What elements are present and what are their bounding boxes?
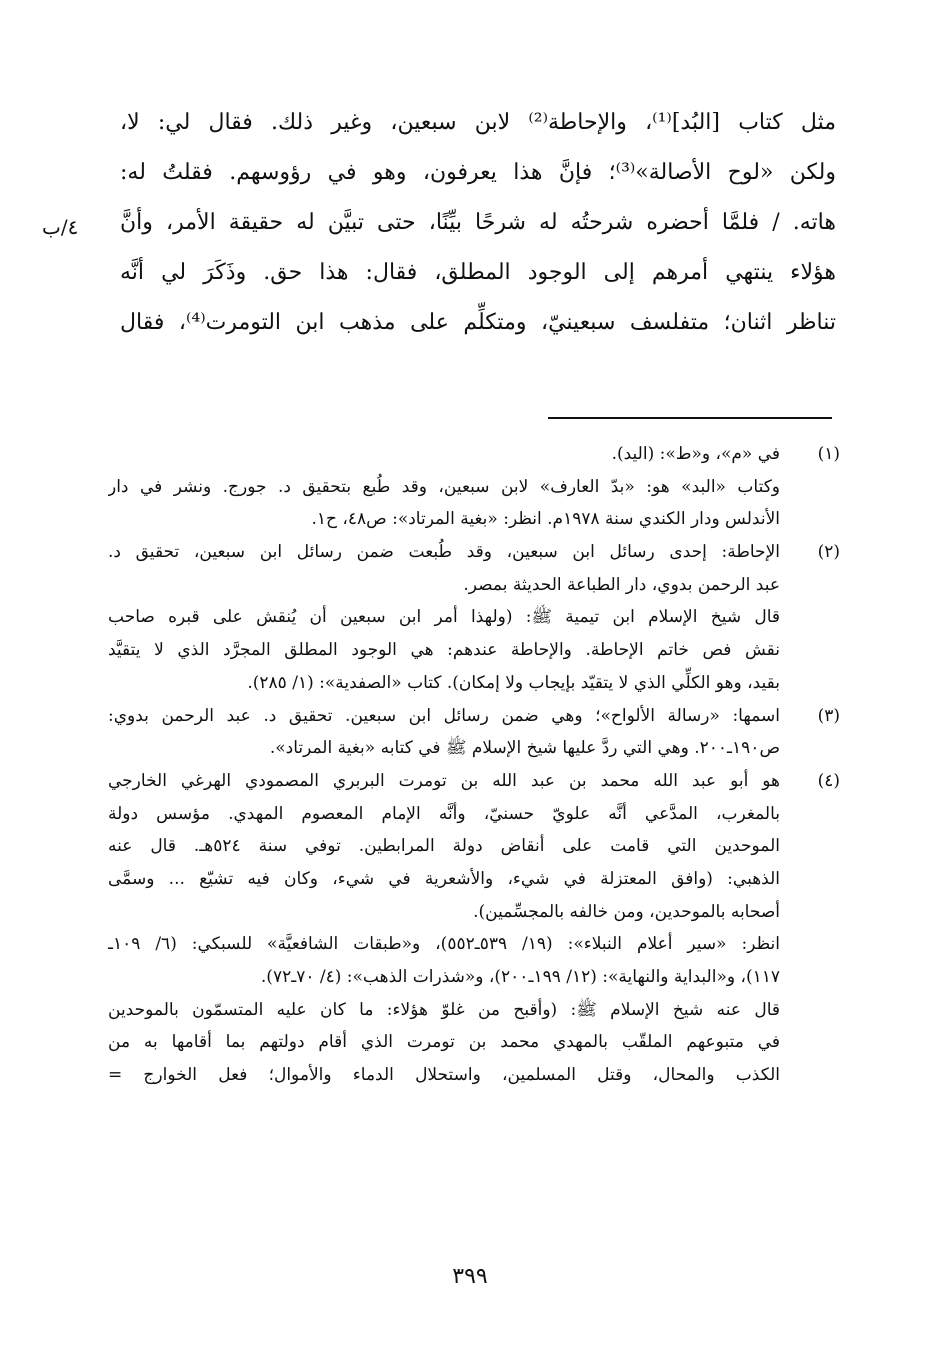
footnote-line: اسمها: «رسالة الألواح»؛ وهي ضمن رسائل ابن سبعين. تحقيق د. عبد الرحمن بدوي:	[108, 705, 780, 726]
footnote-line: أصحابه بالموحدين، ومن خالفه بالمجسِّمين).	[473, 901, 780, 922]
footnote-number: (٣)	[817, 705, 840, 726]
main-text-line: تناظر اثنان؛ متفلسف سبعينيّ، ومتكلِّم على مذهب ابن التومرت⁽⁴⁾، فقال	[120, 310, 836, 335]
footnote-line: بالمغرب، المدَّعي أنَّه علويّ حسنيّ، وأنَّه الإمام المعصوم المهدي. مؤسس دولة	[108, 803, 780, 824]
footnote-line: الكذب والمحال، وقتل المسلمين، واستحلال الدماء والأموال؛ فعل الخوارج =	[108, 1065, 780, 1086]
footnote-line: ١١٧)، و«البداية والنهاية»: (١٢/ ١٩٩ـ٢٠٠)، و«شذرات الذهب»: (٤/ ٧٠ـ٧٢).	[260, 967, 780, 987]
footnote-line: الموحدين التي قامت على أنقاض دولة المرابطين. توفي سنة ٥٢٤هـ. قال عنه	[108, 836, 780, 857]
footnote-number: (١)	[817, 444, 840, 464]
footnote-line: قال شيخ الإسلام ابن تيمية ﷺ: (ولهذا أمر ابن سبعين أن يُنقش على قبره صاحب	[108, 607, 780, 628]
footnote-1	[108, 438, 840, 536]
margin-manuscript-folio-note: ٤/ب	[42, 215, 79, 239]
footnote-line: قال عنه شيخ الإسلام ﷺ: (وأقبح من غلوّ هؤلاء: ما كان عليه المتسمّون بالموحدين	[108, 999, 780, 1020]
footnote-2	[108, 536, 840, 699]
footnote-line: في متبوعهم الملقّب بالمهدي محمد بن تومرت الذي أقام دولتهم بما أقامها به من	[108, 1032, 780, 1053]
footnote-line: ص١٩٠ـ٢٠٠. وهي التي ردَّ عليها شيخ الإسلام ﷺ في كتابه «بغية المرتاد».	[269, 738, 780, 759]
page-number: ٣٩٩	[452, 1264, 488, 1289]
footnote-separator-rule	[548, 417, 832, 419]
main-text-line: مثل كتاب [البُد]⁽¹⁾، والإحاطة⁽²⁾ لابن سبعين، وغير ذلك. فقال لي: لا،	[120, 110, 836, 135]
main-text-line: ولكن «لوح الأصالة»⁽³⁾؛ فإنَّ هذا يعرفون، وهو في رؤوسهم. فقلتُ له:	[120, 160, 836, 185]
footnote-line: انظر: «سير أعلام النبلاء»: (١٩/ ٥٣٩ـ٥٥٢)، و«طبقات الشافعيَّة» للسبكي: (٦/ ١٠٩ـ	[108, 934, 780, 955]
footnote-4	[108, 765, 840, 1092]
main-text-line: هؤلاء ينتهي أمرهم إلى الوجود المطلق، فقال: هذا حق. وذَكَرَ لي أنَّه	[120, 260, 836, 285]
footnote-number: (٤)	[817, 770, 840, 791]
footnote-line: نقش فص خاتم الإحاطة. والإحاطة عندهم: هي الوجود المطلق المجرَّد الذي لا يتقيَّد	[108, 640, 780, 661]
footnote-line: الأندلس ودار الكندي سنة ١٩٧٨م. انظر: «بغية المرتاد»: ص٤٨، ح١.	[311, 509, 780, 530]
footnote-line: بقيد، وهو الكلِّي الذي لا يتقيّد بإيجاب ولا إمكان). كتاب «الصفدية»: (١/ ٢٨٥).	[247, 672, 780, 693]
footnote-line: وكتاب «البد» هو: «بدّ العارف» لابن سبعين، وقد طُبع بتحقيق د. جورج. ونشر في دار	[108, 476, 780, 497]
footnote-line: عبد الرحمن بدوي، دار الطباعة الحديثة بمصر.	[463, 574, 780, 595]
footnotes-section	[108, 438, 840, 1092]
footnote-number: (٢)	[817, 542, 840, 563]
footnote-line: هو أبو عبد الله محمد بن عبد الله بن تومرت البربري المصمودي الهرغي الخارجي	[108, 770, 780, 791]
main-text-line: هاته. / فلمَّا أحضره شرحتُه له شرحًا بيِّنًا، حتى تبيَّن له حقيقة الأمر، وأنَّ	[120, 210, 836, 235]
footnote-line: الإحاطة: إحدى رسائل ابن سبعين، وقد طُبعت ضمن رسائل ابن سبعين، تحقيق د.	[108, 542, 780, 563]
footnote-line: الذهبي: (وافق المعتزلة في شيء، والأشعرية في شيء، وكان فيه تشيّع ... وسمَّى	[108, 868, 780, 889]
footnote-3	[108, 700, 840, 765]
footnote-line: في «م»، و«ط»: (اليد).	[611, 444, 780, 464]
main-text-body	[120, 98, 836, 348]
